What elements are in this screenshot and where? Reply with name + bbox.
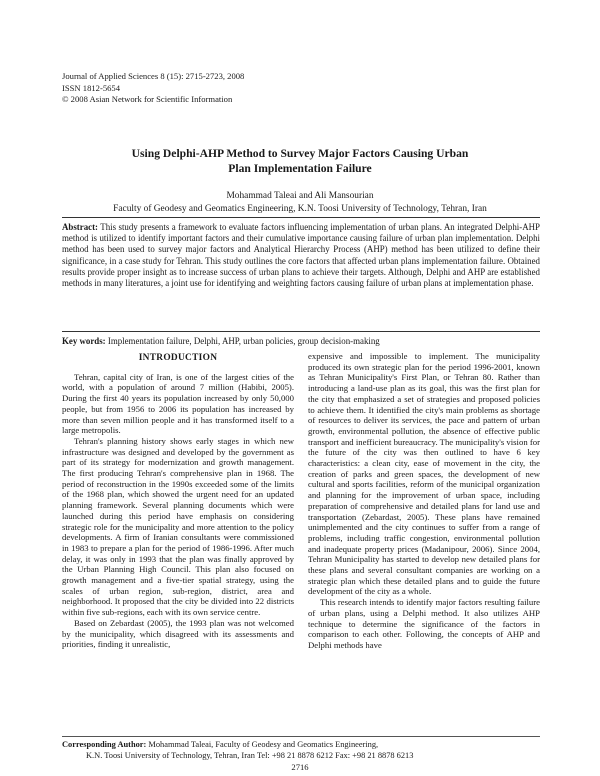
corresponding-author-text: Mohammad Taleai, Faculty of Geodesy and Geomatics Engineering, <box>148 740 379 749</box>
journal-citation: Journal of Applied Sciences 8 (15): 2715-2723, 2008 <box>62 71 245 81</box>
journal-copyright: © 2008 Asian Network for Scientific Information <box>62 94 233 104</box>
section-heading-introduction: INTRODUCTION <box>138 353 218 363</box>
journal-header <box>62 71 362 106</box>
journal-issn: ISSN 1812-5654 <box>62 82 121 93</box>
intro-paragraph-2: Tehran's planning history shows early stages in which new infrastructure was designed and developed by the government as part of its strategy for modernization and growth management. The first producing Tehran's comprehensive plan in 1968. The period of reconstruction in the 1990s exceeded some of the limits of the 1968 plan, which showed the urgent need for an updated planning framework. Several planning documents which were launched during this period have emphasis on considering strategic role for the municipality and more attention to the policy developments. A firm of Iranian consultants were commissioned in 1983 to prepare a plan for the period of 1986-1996. After much delay, it was only in 1993 that the plan was finally approved by the Urban Planning High Council. This plan also focused on growth management and a five-tier spatial strategy, using the scales of urban region, sub-region, district, area and neighborhood. It proposed that the city be divided into 22 districts within five sub-regions, each with its own service centre. <box>62 435 294 618</box>
footer-rule <box>62 736 540 737</box>
intro-paragraph-3: Based on Zebardast (2005), the 1993 plan was not welcomed by the municipality, which disagreed with its assessments and priorities, finding it unrealistic, <box>62 617 294 650</box>
left-column <box>62 353 294 650</box>
paper-title <box>60 146 540 176</box>
author-names: Mohammad Taleai and Ali Mansourian <box>226 191 374 201</box>
keywords <box>62 336 540 347</box>
corresponding-author-address: K.N. Toosi University of Technology, Tehran, Iran Tel: +98 21 8878 6212 Fax: +98 21 8878 6213 <box>86 750 414 760</box>
intro-paragraph-4: expensive and impossible to implement. The municipality produced its own strategic plan for the period 1996-2001, known as Tehran Municipality's First Plan, or Tehran 80. Rather than introducing a land-use plan as its goal, this was the first plan for the city that emphasized a set of strategies and proposed policies to achieve them. It identified the city's main problems as shortage of resources to deliver its services, the pace and pattern of urban growth, environmental pollution, the absence of effective public transport and inefficient bureaucracy. The municipality's vision for the future of the city was then outlined to have 6 key characteristics: a clean city, ease of movement in the city, the creation of parks and green spaces, the development of new cultural and sports facilities, reform of the municipal organization and planning for the improvement of urban space, including preparation of comprehensive and detailed plans for land use and transportation (Zebardast, 2005). These plans have remained unimplemented and the city continues to suffer from a range of problems, including traffic congestion, environmental pollution and inadequate property prices (Madanipour, 2006). Since 2004, Tehran Municipality has started to develop new detailed plans for these plans and several consultant companies are working on a strategic plan which these detailed plans and to guide the future development of the city as a whole. <box>308 351 540 597</box>
keywords-text: Implementation failure, Delphi, AHP, urban policies, group decision-making <box>107 336 380 346</box>
abstract-bottom-rule <box>62 331 540 332</box>
abstract-text: This study presents a framework to evaluate factors influencing implementation of urban plans. An integrated Delphi-AHP method is utilized to identify important factors and their cumulative importance causing failure of urban plan implementation. Delphi method has been used to survey major factors and Analytical Hierarchy Process (AHP) method has been utilized to define their significance, in a case study for Tehran. This study outlines the core factors that affected urban plans implementation failure. Obtained results provide proper insight as to increase success of urban plans to achieve their targets. Although, Delphi and AHP are established methods in many literatures, a joint use for identifying and weighting factors causing failure of urban plans at implementation phase. <box>62 222 540 289</box>
title-line-2: Plan Implementation Failure <box>228 162 372 175</box>
author-affiliation: Faculty of Geodesy and Geomatics Engineering, K.N. Toosi University of Technology, Tehran, Iran <box>113 204 487 214</box>
right-column <box>308 351 540 651</box>
intro-paragraph-5: This research intends to identify major factors resulting failure of urban plans, using a Delphi method. It also utilizes AHP technique to determine the significance of the factors in comparison to each other. Following, the concepts of AHP and Delphi methods have <box>308 597 540 650</box>
title-line-1: Using Delphi-AHP Method to Survey Major Factors Causing Urban <box>131 147 469 160</box>
author-block <box>60 190 540 216</box>
corresponding-author-note <box>62 740 540 761</box>
abstract <box>62 222 540 289</box>
abstract-top-rule <box>62 217 540 218</box>
abstract-label: Abstract: <box>62 222 98 232</box>
corresponding-author-label: Corresponding Author: <box>62 740 147 749</box>
keywords-label: Key words: <box>62 336 106 346</box>
intro-paragraph-1: Tehran, capital city of Iran, is one of the largest cities of the world, with a population of around 7 million (Habibi, 2005). During the first 40 years its population increased by only 50,000 people, but from 1956 to 2006 its population has increased by more than seven million people and it has transformed itself to a large metropolis. <box>62 371 294 436</box>
page-number: 2716 <box>291 762 309 772</box>
